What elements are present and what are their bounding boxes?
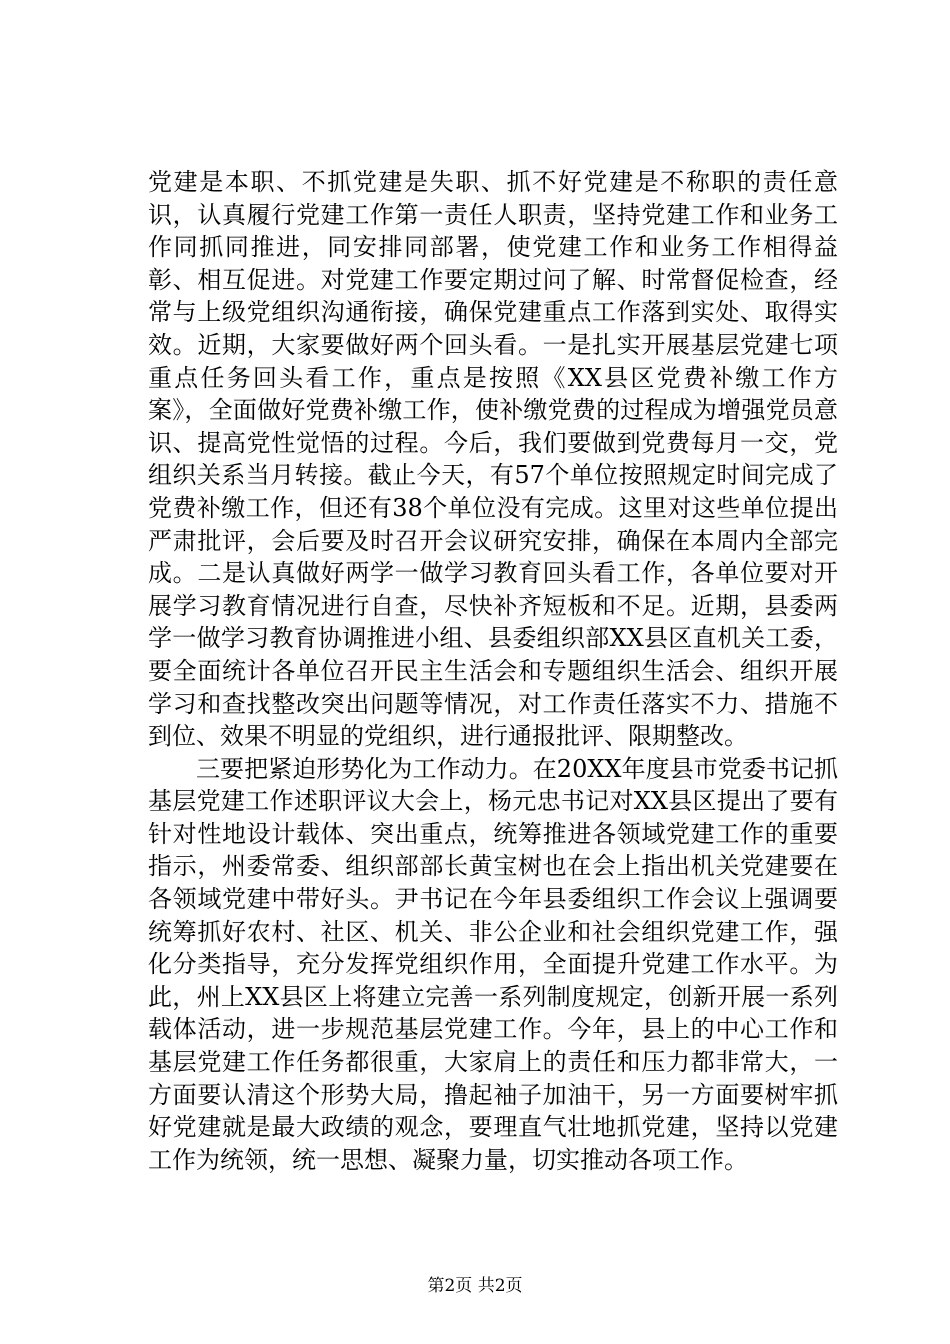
page-footer: 第2页 共2页 <box>427 1276 523 1296</box>
document-body <box>148 166 838 1176</box>
paragraph-third-point: 三要把紧迫形势化为工作动力。在20XX年度县市党委书记抓基层党建工作述职评议大会上，杨元忠书记对XX县区提出了要有针对性地设计载体、突出重点，统筹推进各领域党建工作的重要指示，州委常委、组织部部长黄宝树也在会上指出机关党建要在各领域党建中带好头。尹书记在今年县委组织工作会议上强调要统筹抓好农村、社区、机关、非公企业和社会组织党建工作，强化分类指导，充分发挥党组织作用，全面提升党建工作水平。为此，州上XX县区上将建立完善一系列制度规定，创新开展一系列载体活动，进一步规范基层党建工作。今年，县上的中心工作和基层党建工作任务都很重，大家肩上的责任和压力都非常大，一方面要认清这个形势大局，撸起袖子加油干，另一方面要树牢抓好党建就是最大政绩的观念，要理直气壮地抓党建，坚持以党建工作为统领，统一思想、凝聚力量，切实推动各项工作。 <box>148 754 838 1174</box>
paragraph-continued: 党建是本职、不抓党建是失职、抓不好党建是不称职的责任意识，认真履行党建工作第一责任人职责，坚持党建工作和业务工作同抓同推进，同安排同部署，使党建工作和业务工作相得益彰、相互促进。对党建工作要定期过问了解、时常督促检查，经常与上级党组织沟通衔接，确保党建重点工作落到实处、取得实效。近期，大家要做好两个回头看。一是扎实开展基层党建七项重点任务回头看工作，重点是按照《XX县区党费补缴工作方案》，全面做好党费补缴工作，使补缴党费的过程成为增强党员意识、提高党性觉悟的过程。今后，我们要做到党费每月一交，党组织关系当月转接。截止今天，有57个单位按照规定时间完成了党费补缴工作，但还有38个单位没有完成。这里对这些单位提出严肃批评，会后要及时召开会议研究安排，确保在本周内全部完成。二是认真做好两学一做学习教育回头看工作，各单位要对开展学习教育情况进行自查，尽快补齐短板和不足。近期，县委两学一做学习教育协调推进小组、县委组织部XX县区直机关工委，要全面统计各单位召开民主生活会和专题组织生活会、组织开展学习和查找整改突出问题等情况，对工作责任落实不力、措施不到位、效果不明显的党组织，进行通报批评、限期整改。 <box>148 168 838 751</box>
